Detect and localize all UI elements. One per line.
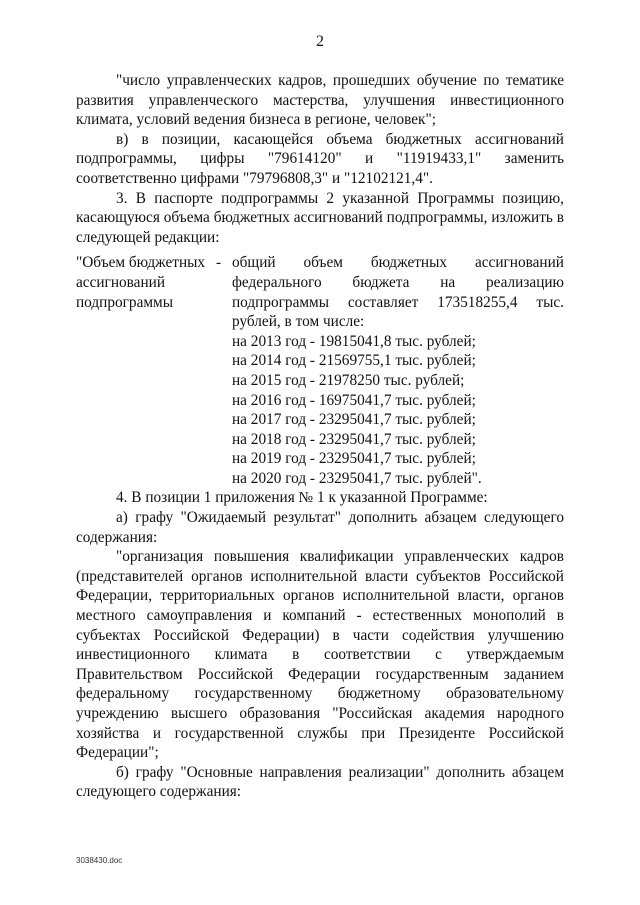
page-number: 2 [316,33,324,50]
paragraph-3: 3. В паспорте подпрограммы 2 указанной Программы позицию, касающуюся объема бюджетных ассигнований подпрограммы, изложить в следующей редакции: [76,189,564,246]
year-line: на 2017 год - 23295041,7 тыс. рублей; [232,411,476,429]
year-line: на 2019 год - 23295041,7 тыс. рублей; [232,450,476,468]
paragraph-quote-managers: "число управленческих кадров, прошедших обучение по тематике развития управленческого мастерства, улучшения инвестиционного климата, условий ведения бизнеса в регионе, человек"; [76,72,564,129]
year-line: на 2016 год - 16975041,7 тыс. рублей; [232,391,476,409]
table-dash: - [216,254,222,272]
table-right-intro: общий объем бюджетных ассигнований федерального бюджета на реализацию подпрограммы составляет 173518255,4 тыс. рублей, в том числе: [232,254,564,331]
year-line: на 2018 год - 23295041,7 тыс. рублей; [232,430,476,448]
paragraph-v: в) в позиции, касающейся объема бюджетных ассигнований подпрограммы, цифры "79614120" и "11919433,1" заменить соответственно цифрами "79796808,3" и "12102121,4". [76,130,564,187]
year-line: на 2015 год - 21978250 тыс. рублей; [232,371,465,389]
paragraph-4: 4. В позиции 1 приложения № 1 к указанной Программе: [116,489,488,507]
year-line: на 2013 год - 19815041,8 тыс. рублей; [232,332,476,350]
table-left-cell: "Объем бюджетных ассигнований подпрограммы [76,254,206,311]
file-name-footer: 3038430.doc [76,856,123,865]
year-line: на 2014 год - 21569755,1 тыс. рублей; [232,352,476,370]
allocation-table [76,253,564,488]
table-right-cell [232,253,564,488]
document-body [76,71,564,802]
paragraph-quote-organization: "организация повышения квалификации управленческих кадров (представителей органов исполнительной власти субъектов Российской Федерации, территориальных органов исполнительной власти, органов местного самоуправления и компаний - естественных монополий в субъектах Российской Федерации) в части содействия улучшению инвестиционного климата в соответствии с утверждаемым Правительством Российской Федерации государственным заданием федеральному государственному бюджетному образовательному учреждению высшего образования "Российская академия народного хозяйства и государственной службы при Президенте Российской Федерации"; [76,548,564,762]
paragraph-a: а) графу "Ожидаемый результат" дополнить абзацем следующего содержания: [76,509,564,546]
year-line: на 2020 год - 23295041,7 тыс. рублей". [232,469,482,487]
paragraph-b: б) графу "Основные направления реализации" дополнить абзацем следующего содержания: [76,763,564,801]
